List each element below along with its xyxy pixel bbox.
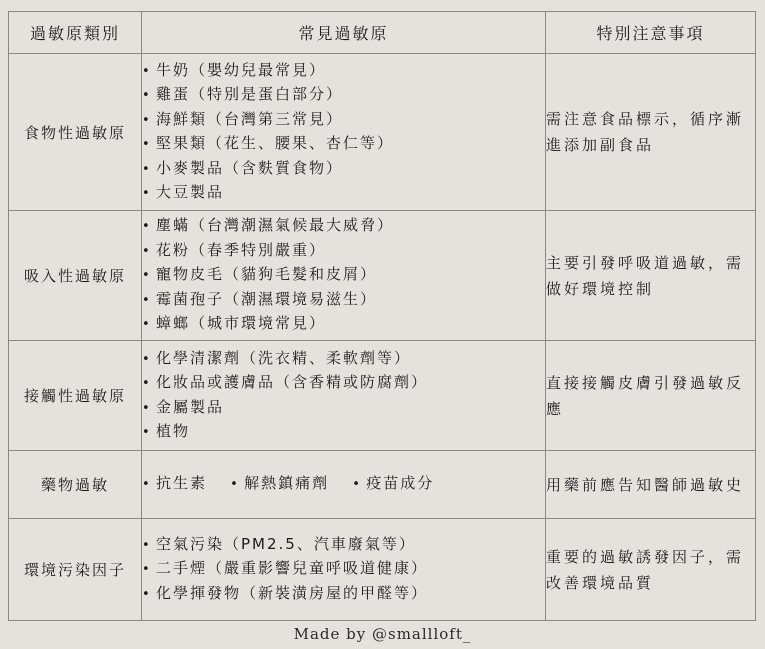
table-row (9, 54, 756, 211)
bullet-icon: • (142, 562, 150, 578)
row-note: 主要引發呼吸道過敏，需做好環境控制 (546, 211, 756, 341)
row-note: 直接接觸皮膚引發過敏反應 (546, 341, 756, 451)
table-header-row (9, 12, 756, 54)
table-row (9, 519, 756, 621)
list-item (142, 347, 545, 372)
row-items (142, 451, 546, 519)
allergen-list (142, 347, 545, 445)
list-item-text: 海鮮類（台灣第三常見） (156, 109, 344, 128)
list-item-text: 牛奶（嬰幼兒最常見） (156, 60, 327, 79)
list-item-text: 二手煙（嚴重影響兒童呼吸道健康） (156, 559, 429, 578)
bullet-icon: • (230, 477, 238, 493)
bullet-icon: • (142, 186, 150, 201)
list-item-text: 花粉（春季特別嚴重） (156, 240, 327, 259)
list-item (142, 157, 545, 182)
bullet-icon: • (142, 243, 150, 259)
allergen-list (142, 472, 545, 497)
row-note: 用藥前應告知醫師過敏史 (546, 451, 756, 519)
row-items (142, 341, 546, 451)
list-item-text: 金屬製品 (156, 397, 225, 416)
table-row (9, 341, 756, 451)
list-item-text: 大豆製品 (156, 183, 225, 201)
list-item-text: 植物 (156, 422, 191, 440)
list-item-text: 化學揮發物（新裝潢房屋的甲醛等） (156, 583, 429, 602)
row-category: 環境污染因子 (9, 519, 142, 621)
allergen-list (142, 533, 545, 607)
row-note: 重要的過敏誘發因子，需改善環境品質 (546, 519, 756, 621)
list-item (142, 239, 545, 264)
allergen-list (142, 59, 545, 206)
list-item-text: 疫苗成分 (366, 474, 435, 493)
list-item (142, 371, 545, 396)
bullet-icon: • (142, 477, 150, 493)
header-category: 過敏原類別 (9, 12, 142, 54)
list-item-text: 化妝品或護膚品（含香精或防腐劑） (156, 373, 429, 391)
bullet-icon: • (142, 537, 150, 553)
list-item-text: 小麥製品（含麩質食物） (156, 158, 344, 177)
list-item-text: 抗生素 (156, 474, 208, 493)
bullet-icon: • (142, 268, 150, 284)
table-row (9, 211, 756, 341)
list-item (142, 108, 545, 133)
list-item (142, 83, 545, 108)
bullet-icon: • (352, 477, 360, 493)
row-category: 吸入性過敏原 (9, 211, 142, 341)
allergen-list (142, 214, 545, 337)
list-item (142, 396, 545, 421)
list-item (142, 59, 545, 84)
header-common-allergens: 常見過敏原 (142, 12, 546, 54)
list-item (142, 472, 207, 497)
bullet-icon: • (142, 317, 150, 333)
bullet-icon: • (142, 112, 150, 128)
row-category: 接觸性過敏原 (9, 341, 142, 451)
list-item (352, 472, 434, 497)
list-item-text: 空氣污染（PM2.5、汽車廢氣等） (156, 534, 416, 553)
list-item-text: 化學清潔劑（洗衣精、柔軟劑等） (156, 348, 412, 367)
bullet-icon: • (142, 161, 150, 177)
list-item-text: 堅果類（花生、腰果、杏仁等） (156, 134, 395, 152)
list-item-text: 塵蟎（台灣潮濕氣候最大威脅） (156, 216, 395, 235)
list-item (142, 312, 545, 337)
list-item (142, 533, 545, 558)
list-item-text: 蟑螂（城市環境常見） (156, 314, 327, 333)
bullet-icon: • (142, 400, 150, 416)
list-item (142, 132, 545, 157)
list-item (142, 288, 545, 313)
list-item-text: 解熱鎮痛劑 (244, 474, 330, 493)
table-row (9, 451, 756, 519)
list-item (142, 557, 545, 582)
list-item (142, 263, 545, 288)
bullet-icon: • (142, 351, 150, 367)
row-items (142, 54, 546, 211)
bullet-icon: • (142, 586, 150, 602)
row-items (142, 519, 546, 621)
bullet-icon: • (142, 425, 150, 440)
bullet-icon: • (142, 376, 150, 391)
bullet-icon: • (142, 292, 150, 308)
list-item-text: 霉菌孢子（潮濕環境易滋生） (156, 289, 378, 308)
list-item-text: 寵物皮毛（貓狗毛髮和皮屑） (156, 265, 378, 284)
row-note: 需注意食品標示，循序漸進添加副食品 (546, 54, 756, 211)
allergen-table (8, 11, 756, 621)
row-items (142, 211, 546, 341)
list-item (142, 420, 545, 445)
bullet-icon: • (142, 63, 150, 79)
row-category: 藥物過敏 (9, 451, 142, 519)
list-item (142, 582, 545, 607)
list-item (142, 214, 545, 239)
bullet-icon: • (142, 219, 150, 235)
header-notes: 特別注意事項 (546, 12, 756, 54)
credit-text: Made by @smallloft_ (293, 625, 472, 643)
bullet-icon: • (142, 137, 150, 152)
list-item (142, 181, 545, 206)
list-item-text: 雞蛋（特別是蛋白部分） (156, 85, 344, 103)
bullet-icon: • (142, 88, 150, 103)
row-category: 食物性過敏原 (9, 54, 142, 211)
list-item (230, 472, 329, 497)
